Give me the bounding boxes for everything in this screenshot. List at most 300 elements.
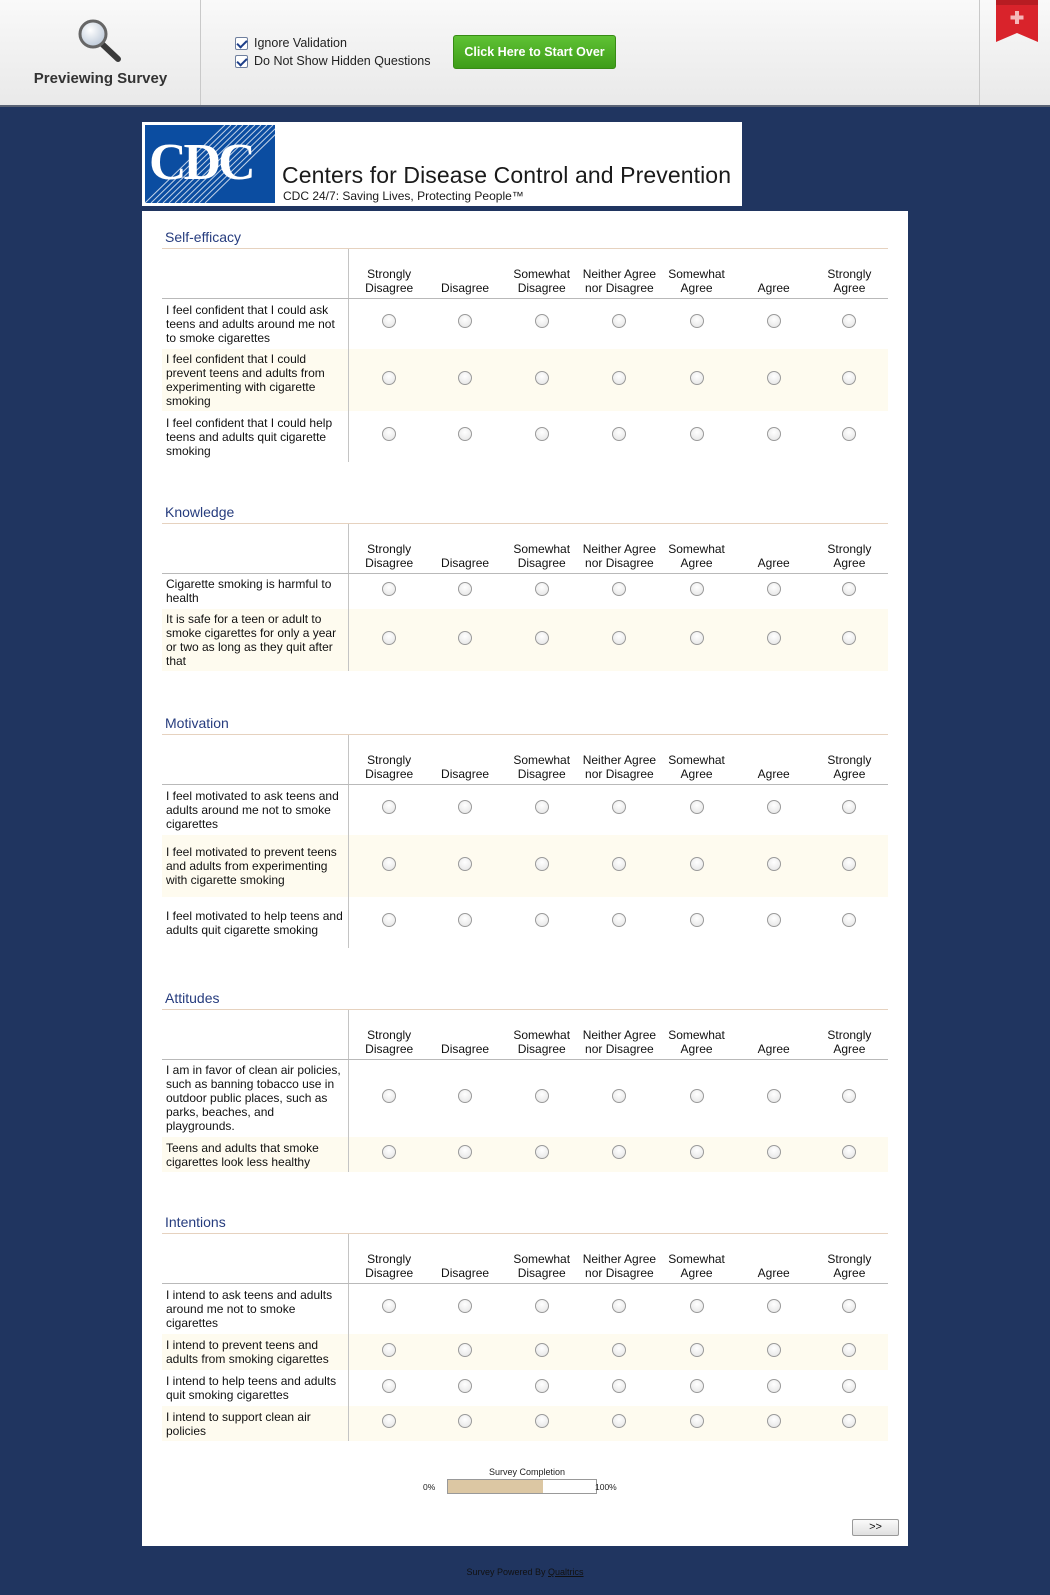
question-title: Self-efficacy bbox=[162, 229, 888, 249]
statement-label: Cigarette smoking is harmful to health bbox=[162, 573, 349, 609]
radio-button[interactable] bbox=[690, 800, 704, 814]
radio-cell bbox=[349, 411, 429, 462]
radio-cell bbox=[501, 298, 582, 349]
radio-button[interactable] bbox=[767, 913, 781, 927]
radio-button[interactable] bbox=[842, 1379, 856, 1393]
radio-cell bbox=[429, 573, 501, 609]
hide-hidden-questions-label: Do Not Show Hidden Questions bbox=[254, 54, 431, 68]
radio-button[interactable] bbox=[842, 582, 856, 596]
scale-header: Somewhat Disagree bbox=[501, 1010, 582, 1059]
radio-button[interactable] bbox=[842, 1145, 856, 1159]
radio-cell bbox=[349, 1406, 429, 1441]
scale-header: Strongly Agree bbox=[811, 524, 888, 573]
radio-button[interactable] bbox=[458, 857, 472, 871]
radio-button[interactable] bbox=[690, 314, 704, 328]
radio-cell bbox=[737, 1370, 811, 1406]
radio-button[interactable] bbox=[842, 800, 856, 814]
radio-cell bbox=[737, 1406, 811, 1441]
right-panel bbox=[979, 0, 1050, 105]
scale-header: Neither Agree nor Disagree bbox=[582, 1010, 656, 1059]
radio-cell bbox=[811, 1283, 888, 1334]
statement-label: I feel motivated to prevent teens and adults from experimenting with cigarette smoking bbox=[162, 835, 349, 897]
statement-label: It is safe for a teen or adult to smoke cigarettes for only a year or two as long as they quit after that bbox=[162, 609, 349, 671]
radio-button[interactable] bbox=[535, 371, 549, 385]
hide-hidden-questions-checkbox[interactable] bbox=[235, 54, 430, 68]
radio-button[interactable] bbox=[382, 1343, 396, 1357]
radio-cell bbox=[737, 1137, 811, 1172]
ignore-validation-checkbox[interactable] bbox=[235, 36, 347, 50]
radio-button[interactable] bbox=[612, 1414, 626, 1428]
scale-header: Somewhat Disagree bbox=[501, 524, 582, 573]
radio-button[interactable] bbox=[458, 371, 472, 385]
footer bbox=[0, 1567, 1050, 1577]
radio-button[interactable] bbox=[382, 1379, 396, 1393]
radio-button[interactable] bbox=[842, 427, 856, 441]
radio-button[interactable] bbox=[767, 1299, 781, 1313]
scale-header: Somewhat Agree bbox=[656, 249, 736, 298]
radio-cell bbox=[582, 1059, 656, 1137]
radio-cell bbox=[501, 573, 582, 609]
radio-button[interactable] bbox=[767, 800, 781, 814]
footer-text: Survey Powered By bbox=[466, 1567, 546, 1577]
radio-button[interactable] bbox=[842, 1299, 856, 1313]
matrix-row bbox=[162, 573, 888, 609]
radio-button[interactable] bbox=[767, 427, 781, 441]
cdc-banner bbox=[142, 122, 742, 206]
radio-cell bbox=[582, 835, 656, 897]
radio-button[interactable] bbox=[382, 1299, 396, 1313]
radio-button[interactable] bbox=[458, 800, 472, 814]
radio-button[interactable] bbox=[842, 631, 856, 645]
radio-cell bbox=[656, 411, 736, 462]
radio-button[interactable] bbox=[690, 857, 704, 871]
radio-cell bbox=[582, 784, 656, 835]
scale-header: Disagree bbox=[429, 249, 501, 298]
radio-button[interactable] bbox=[690, 631, 704, 645]
radio-button[interactable] bbox=[690, 1145, 704, 1159]
banner-tagline: CDC 24/7: Saving Lives, Protecting People™ bbox=[283, 189, 524, 203]
radio-button[interactable] bbox=[535, 631, 549, 645]
radio-cell bbox=[349, 1334, 429, 1370]
radio-button[interactable] bbox=[458, 1414, 472, 1428]
radio-button[interactable] bbox=[535, 1343, 549, 1357]
radio-cell bbox=[429, 1370, 501, 1406]
radio-cell bbox=[501, 1283, 582, 1334]
matrix-question bbox=[162, 1214, 888, 1441]
scale-header: Neither Agree nor Disagree bbox=[582, 1234, 656, 1283]
radio-button[interactable] bbox=[612, 1343, 626, 1357]
radio-button[interactable] bbox=[535, 427, 549, 441]
statement-header bbox=[162, 249, 349, 298]
statement-label: I intend to help teens and adults quit smoking cigarettes bbox=[162, 1370, 349, 1406]
radio-button[interactable] bbox=[612, 913, 626, 927]
scale-header: Neither Agree nor Disagree bbox=[582, 735, 656, 784]
radio-cell bbox=[656, 1334, 736, 1370]
radio-button[interactable] bbox=[382, 913, 396, 927]
radio-cell bbox=[656, 298, 736, 349]
statement-label: I feel confident that I could ask teens and adults around me not to smoke cigarettes bbox=[162, 298, 349, 349]
radio-cell bbox=[429, 411, 501, 462]
radio-button[interactable] bbox=[458, 1089, 472, 1103]
statement-label: I intend to support clean air policies bbox=[162, 1406, 349, 1441]
radio-cell bbox=[349, 609, 429, 671]
matrix-table bbox=[162, 249, 888, 462]
magnifier-icon bbox=[76, 18, 124, 64]
matrix-row bbox=[162, 1334, 888, 1370]
checkbox-checked-icon[interactable] bbox=[235, 55, 248, 68]
radio-button[interactable] bbox=[382, 800, 396, 814]
matrix-table bbox=[162, 524, 888, 671]
radio-cell bbox=[349, 1137, 429, 1172]
matrix-row bbox=[162, 349, 888, 411]
matrix-table bbox=[162, 1234, 888, 1441]
radio-button[interactable] bbox=[767, 371, 781, 385]
radio-button[interactable] bbox=[690, 1379, 704, 1393]
radio-cell bbox=[349, 573, 429, 609]
radio-cell bbox=[656, 835, 736, 897]
radio-cell bbox=[582, 1406, 656, 1441]
radio-cell bbox=[656, 609, 736, 671]
radio-cell bbox=[737, 1059, 811, 1137]
radio-cell bbox=[737, 349, 811, 411]
radio-cell bbox=[429, 349, 501, 411]
radio-cell bbox=[811, 573, 888, 609]
matrix-question bbox=[162, 229, 888, 462]
question-title: Attitudes bbox=[162, 990, 888, 1010]
question-title: Intentions bbox=[162, 1214, 888, 1234]
progress-fill bbox=[448, 1480, 543, 1493]
scale-header: Agree bbox=[737, 249, 811, 298]
radio-button[interactable] bbox=[458, 1379, 472, 1393]
matrix-row bbox=[162, 1406, 888, 1441]
radio-cell bbox=[349, 298, 429, 349]
radio-cell bbox=[429, 298, 501, 349]
radio-cell bbox=[656, 1283, 736, 1334]
scale-header: Somewhat Agree bbox=[656, 524, 736, 573]
matrix-row bbox=[162, 1137, 888, 1172]
radio-cell bbox=[349, 1059, 429, 1137]
radio-button[interactable] bbox=[767, 857, 781, 871]
matrix-question bbox=[162, 504, 888, 671]
radio-cell bbox=[737, 784, 811, 835]
radio-button[interactable] bbox=[535, 800, 549, 814]
ignore-validation-label: Ignore Validation bbox=[254, 36, 347, 50]
checkbox-checked-icon[interactable] bbox=[235, 37, 248, 50]
radio-cell bbox=[811, 1370, 888, 1406]
matrix-row bbox=[162, 835, 888, 897]
radio-cell bbox=[429, 1137, 501, 1172]
radio-button[interactable] bbox=[690, 582, 704, 596]
progress-max-label: 100% bbox=[595, 1482, 617, 1492]
radio-button[interactable] bbox=[535, 1299, 549, 1313]
radio-cell bbox=[349, 784, 429, 835]
radio-button[interactable] bbox=[767, 1379, 781, 1393]
radio-button[interactable] bbox=[690, 913, 704, 927]
progress-label: Survey Completion bbox=[488, 1467, 566, 1477]
radio-button[interactable] bbox=[535, 857, 549, 871]
next-button[interactable]: >> bbox=[852, 1519, 899, 1536]
radio-cell bbox=[811, 298, 888, 349]
radio-cell bbox=[737, 897, 811, 948]
radio-cell bbox=[811, 1334, 888, 1370]
radio-cell bbox=[656, 1137, 736, 1172]
radio-cell bbox=[501, 784, 582, 835]
radio-button[interactable] bbox=[535, 582, 549, 596]
radio-cell bbox=[737, 835, 811, 897]
radio-cell bbox=[582, 1283, 656, 1334]
scale-header: Disagree bbox=[429, 1234, 501, 1283]
radio-cell bbox=[811, 609, 888, 671]
statement-label: I feel motivated to help teens and adults quit cigarette smoking bbox=[162, 897, 349, 948]
radio-button[interactable] bbox=[612, 631, 626, 645]
radio-button[interactable] bbox=[612, 314, 626, 328]
scale-header: Somewhat Agree bbox=[656, 1010, 736, 1059]
radio-cell bbox=[811, 835, 888, 897]
radio-cell bbox=[582, 897, 656, 948]
preview-panel bbox=[0, 0, 201, 105]
radio-button[interactable] bbox=[767, 631, 781, 645]
radio-button[interactable] bbox=[690, 1414, 704, 1428]
scale-header: Somewhat Disagree bbox=[501, 1234, 582, 1283]
scale-header: Strongly Disagree bbox=[349, 1234, 429, 1283]
radio-button[interactable] bbox=[842, 913, 856, 927]
scale-header: Neither Agree nor Disagree bbox=[582, 249, 656, 298]
matrix-table bbox=[162, 1010, 888, 1172]
radio-button[interactable] bbox=[842, 314, 856, 328]
radio-cell bbox=[811, 349, 888, 411]
radio-cell bbox=[429, 609, 501, 671]
scale-header: Somewhat Disagree bbox=[501, 735, 582, 784]
radio-button[interactable] bbox=[382, 1414, 396, 1428]
radio-cell bbox=[349, 349, 429, 411]
statement-label: I feel motivated to ask teens and adults around me not to smoke cigarettes bbox=[162, 784, 349, 835]
radio-cell bbox=[656, 349, 736, 411]
radio-button[interactable] bbox=[612, 1379, 626, 1393]
radio-button[interactable] bbox=[842, 1414, 856, 1428]
radio-cell bbox=[429, 1406, 501, 1441]
radio-cell bbox=[501, 1059, 582, 1137]
radio-button[interactable] bbox=[382, 582, 396, 596]
radio-button[interactable] bbox=[458, 582, 472, 596]
radio-button[interactable] bbox=[458, 1343, 472, 1357]
scale-header: Disagree bbox=[429, 524, 501, 573]
radio-cell bbox=[501, 349, 582, 411]
scale-header: Agree bbox=[737, 1010, 811, 1059]
radio-button[interactable] bbox=[690, 427, 704, 441]
radio-cell bbox=[429, 784, 501, 835]
radio-cell bbox=[656, 573, 736, 609]
radio-button[interactable] bbox=[842, 1089, 856, 1103]
radio-button[interactable] bbox=[382, 371, 396, 385]
scale-header: Neither Agree nor Disagree bbox=[582, 524, 656, 573]
statement-label: I feel confident that I could help teens and adults quit cigarette smoking bbox=[162, 411, 349, 462]
radio-button[interactable] bbox=[382, 1145, 396, 1159]
radio-cell bbox=[656, 1406, 736, 1441]
scale-header: Strongly Agree bbox=[811, 1234, 888, 1283]
radio-cell bbox=[582, 298, 656, 349]
radio-cell bbox=[656, 1059, 736, 1137]
radio-cell bbox=[656, 1370, 736, 1406]
radio-cell bbox=[737, 411, 811, 462]
radio-button[interactable] bbox=[612, 1299, 626, 1313]
radio-cell bbox=[811, 784, 888, 835]
radio-button[interactable] bbox=[458, 1299, 472, 1313]
radio-cell bbox=[349, 1283, 429, 1334]
radio-button[interactable] bbox=[767, 1145, 781, 1159]
radio-cell bbox=[582, 1137, 656, 1172]
radio-button[interactable] bbox=[767, 314, 781, 328]
scale-header: Somewhat Agree bbox=[656, 735, 736, 784]
radio-button[interactable] bbox=[842, 371, 856, 385]
matrix-row bbox=[162, 609, 888, 671]
radio-cell bbox=[737, 298, 811, 349]
previewing-survey-label: Previewing Survey bbox=[33, 70, 168, 87]
radio-cell bbox=[501, 411, 582, 462]
survey-body bbox=[142, 211, 908, 1546]
radio-cell bbox=[656, 784, 736, 835]
progress-min-label: 0% bbox=[423, 1482, 436, 1492]
radio-cell bbox=[737, 1283, 811, 1334]
radio-button[interactable] bbox=[535, 1089, 549, 1103]
radio-button[interactable] bbox=[690, 1089, 704, 1103]
statement-label: I feel confident that I could prevent teens and adults from experimenting with cigarette smoking bbox=[162, 349, 349, 411]
scale-header: Strongly Disagree bbox=[349, 1010, 429, 1059]
radio-cell bbox=[349, 835, 429, 897]
statement-header bbox=[162, 524, 349, 573]
radio-cell bbox=[429, 1059, 501, 1137]
statement-label: Teens and adults that smoke cigarettes look less healthy bbox=[162, 1137, 349, 1172]
progress-track bbox=[447, 1479, 597, 1494]
banner-title: Centers for Disease Control and Prevention bbox=[282, 162, 732, 188]
radio-button[interactable] bbox=[458, 314, 472, 328]
radio-button[interactable] bbox=[382, 314, 396, 328]
radio-cell bbox=[429, 1334, 501, 1370]
radio-button[interactable] bbox=[612, 800, 626, 814]
radio-button[interactable] bbox=[535, 1145, 549, 1159]
radio-button[interactable] bbox=[382, 427, 396, 441]
radio-cell bbox=[582, 411, 656, 462]
radio-button[interactable] bbox=[382, 631, 396, 645]
radio-cell bbox=[501, 835, 582, 897]
radio-button[interactable] bbox=[612, 1145, 626, 1159]
scale-header: Agree bbox=[737, 1234, 811, 1283]
start-over-button[interactable]: Click Here to Start Over bbox=[453, 35, 616, 69]
scale-header: Somewhat Agree bbox=[656, 1234, 736, 1283]
radio-cell bbox=[811, 1137, 888, 1172]
radio-button[interactable] bbox=[612, 582, 626, 596]
radio-cell bbox=[501, 1137, 582, 1172]
radio-button[interactable] bbox=[612, 427, 626, 441]
scale-header: Disagree bbox=[429, 1010, 501, 1059]
radio-button[interactable] bbox=[767, 1089, 781, 1103]
radio-cell bbox=[501, 897, 582, 948]
radio-cell bbox=[501, 1406, 582, 1441]
qualtrics-link[interactable]: Qualtrics bbox=[548, 1567, 584, 1577]
matrix-row bbox=[162, 411, 888, 462]
scale-header: Agree bbox=[737, 735, 811, 784]
cdc-logo-text: CDC bbox=[149, 134, 253, 191]
radio-button[interactable] bbox=[690, 1343, 704, 1357]
preview-toolbar bbox=[0, 0, 1050, 107]
radio-cell bbox=[737, 1334, 811, 1370]
radio-cell bbox=[429, 897, 501, 948]
matrix-row bbox=[162, 298, 888, 349]
radio-button[interactable] bbox=[458, 1145, 472, 1159]
radio-cell bbox=[501, 1334, 582, 1370]
radio-button[interactable] bbox=[458, 631, 472, 645]
radio-button[interactable] bbox=[767, 1343, 781, 1357]
radio-button[interactable] bbox=[612, 1089, 626, 1103]
matrix-row bbox=[162, 897, 888, 948]
radio-cell bbox=[501, 1370, 582, 1406]
radio-button[interactable] bbox=[535, 314, 549, 328]
scale-header: Disagree bbox=[429, 735, 501, 784]
radio-cell bbox=[811, 1406, 888, 1441]
radio-button[interactable] bbox=[842, 857, 856, 871]
radio-cell bbox=[349, 897, 429, 948]
radio-cell bbox=[582, 609, 656, 671]
radio-cell bbox=[656, 897, 736, 948]
matrix-row bbox=[162, 784, 888, 835]
radio-button[interactable] bbox=[842, 1343, 856, 1357]
question-title: Knowledge bbox=[162, 504, 888, 524]
scale-header: Strongly Disagree bbox=[349, 735, 429, 784]
scale-header: Agree bbox=[737, 524, 811, 573]
radio-cell bbox=[811, 897, 888, 948]
radio-button[interactable] bbox=[690, 371, 704, 385]
radio-cell bbox=[811, 411, 888, 462]
radio-button[interactable] bbox=[535, 1414, 549, 1428]
matrix-row bbox=[162, 1059, 888, 1137]
radio-cell bbox=[582, 349, 656, 411]
radio-cell bbox=[737, 573, 811, 609]
radio-button[interactable] bbox=[535, 913, 549, 927]
radio-button[interactable] bbox=[612, 371, 626, 385]
radio-button[interactable] bbox=[458, 427, 472, 441]
radio-cell bbox=[349, 1370, 429, 1406]
matrix-question bbox=[162, 715, 888, 948]
radio-cell bbox=[429, 1283, 501, 1334]
matrix-row bbox=[162, 1370, 888, 1406]
scale-header: Strongly Agree bbox=[811, 1010, 888, 1059]
bookmark-plus-icon[interactable] bbox=[996, 0, 1038, 42]
statement-header bbox=[162, 735, 349, 784]
statement-header bbox=[162, 1234, 349, 1283]
radio-cell bbox=[582, 1370, 656, 1406]
radio-cell bbox=[429, 835, 501, 897]
statement-label: I intend to prevent teens and adults from smoking cigarettes bbox=[162, 1334, 349, 1370]
radio-button[interactable] bbox=[767, 1414, 781, 1428]
matrix-row bbox=[162, 1283, 888, 1334]
radio-button[interactable] bbox=[458, 913, 472, 927]
scale-header: Strongly Disagree bbox=[349, 524, 429, 573]
radio-button[interactable] bbox=[382, 857, 396, 871]
scale-header: Strongly Disagree bbox=[349, 249, 429, 298]
radio-button[interactable] bbox=[382, 1089, 396, 1103]
question-title: Motivation bbox=[162, 715, 888, 735]
matrix-table bbox=[162, 735, 888, 948]
radio-cell bbox=[737, 609, 811, 671]
radio-cell bbox=[811, 1059, 888, 1137]
radio-button[interactable] bbox=[535, 1379, 549, 1393]
radio-cell bbox=[501, 609, 582, 671]
radio-button[interactable] bbox=[690, 1299, 704, 1313]
radio-button[interactable] bbox=[612, 857, 626, 871]
scale-header: Strongly Agree bbox=[811, 735, 888, 784]
statement-header bbox=[162, 1010, 349, 1059]
statement-label: I intend to ask teens and adults around me not to smoke cigarettes bbox=[162, 1283, 349, 1334]
radio-button[interactable] bbox=[767, 582, 781, 596]
